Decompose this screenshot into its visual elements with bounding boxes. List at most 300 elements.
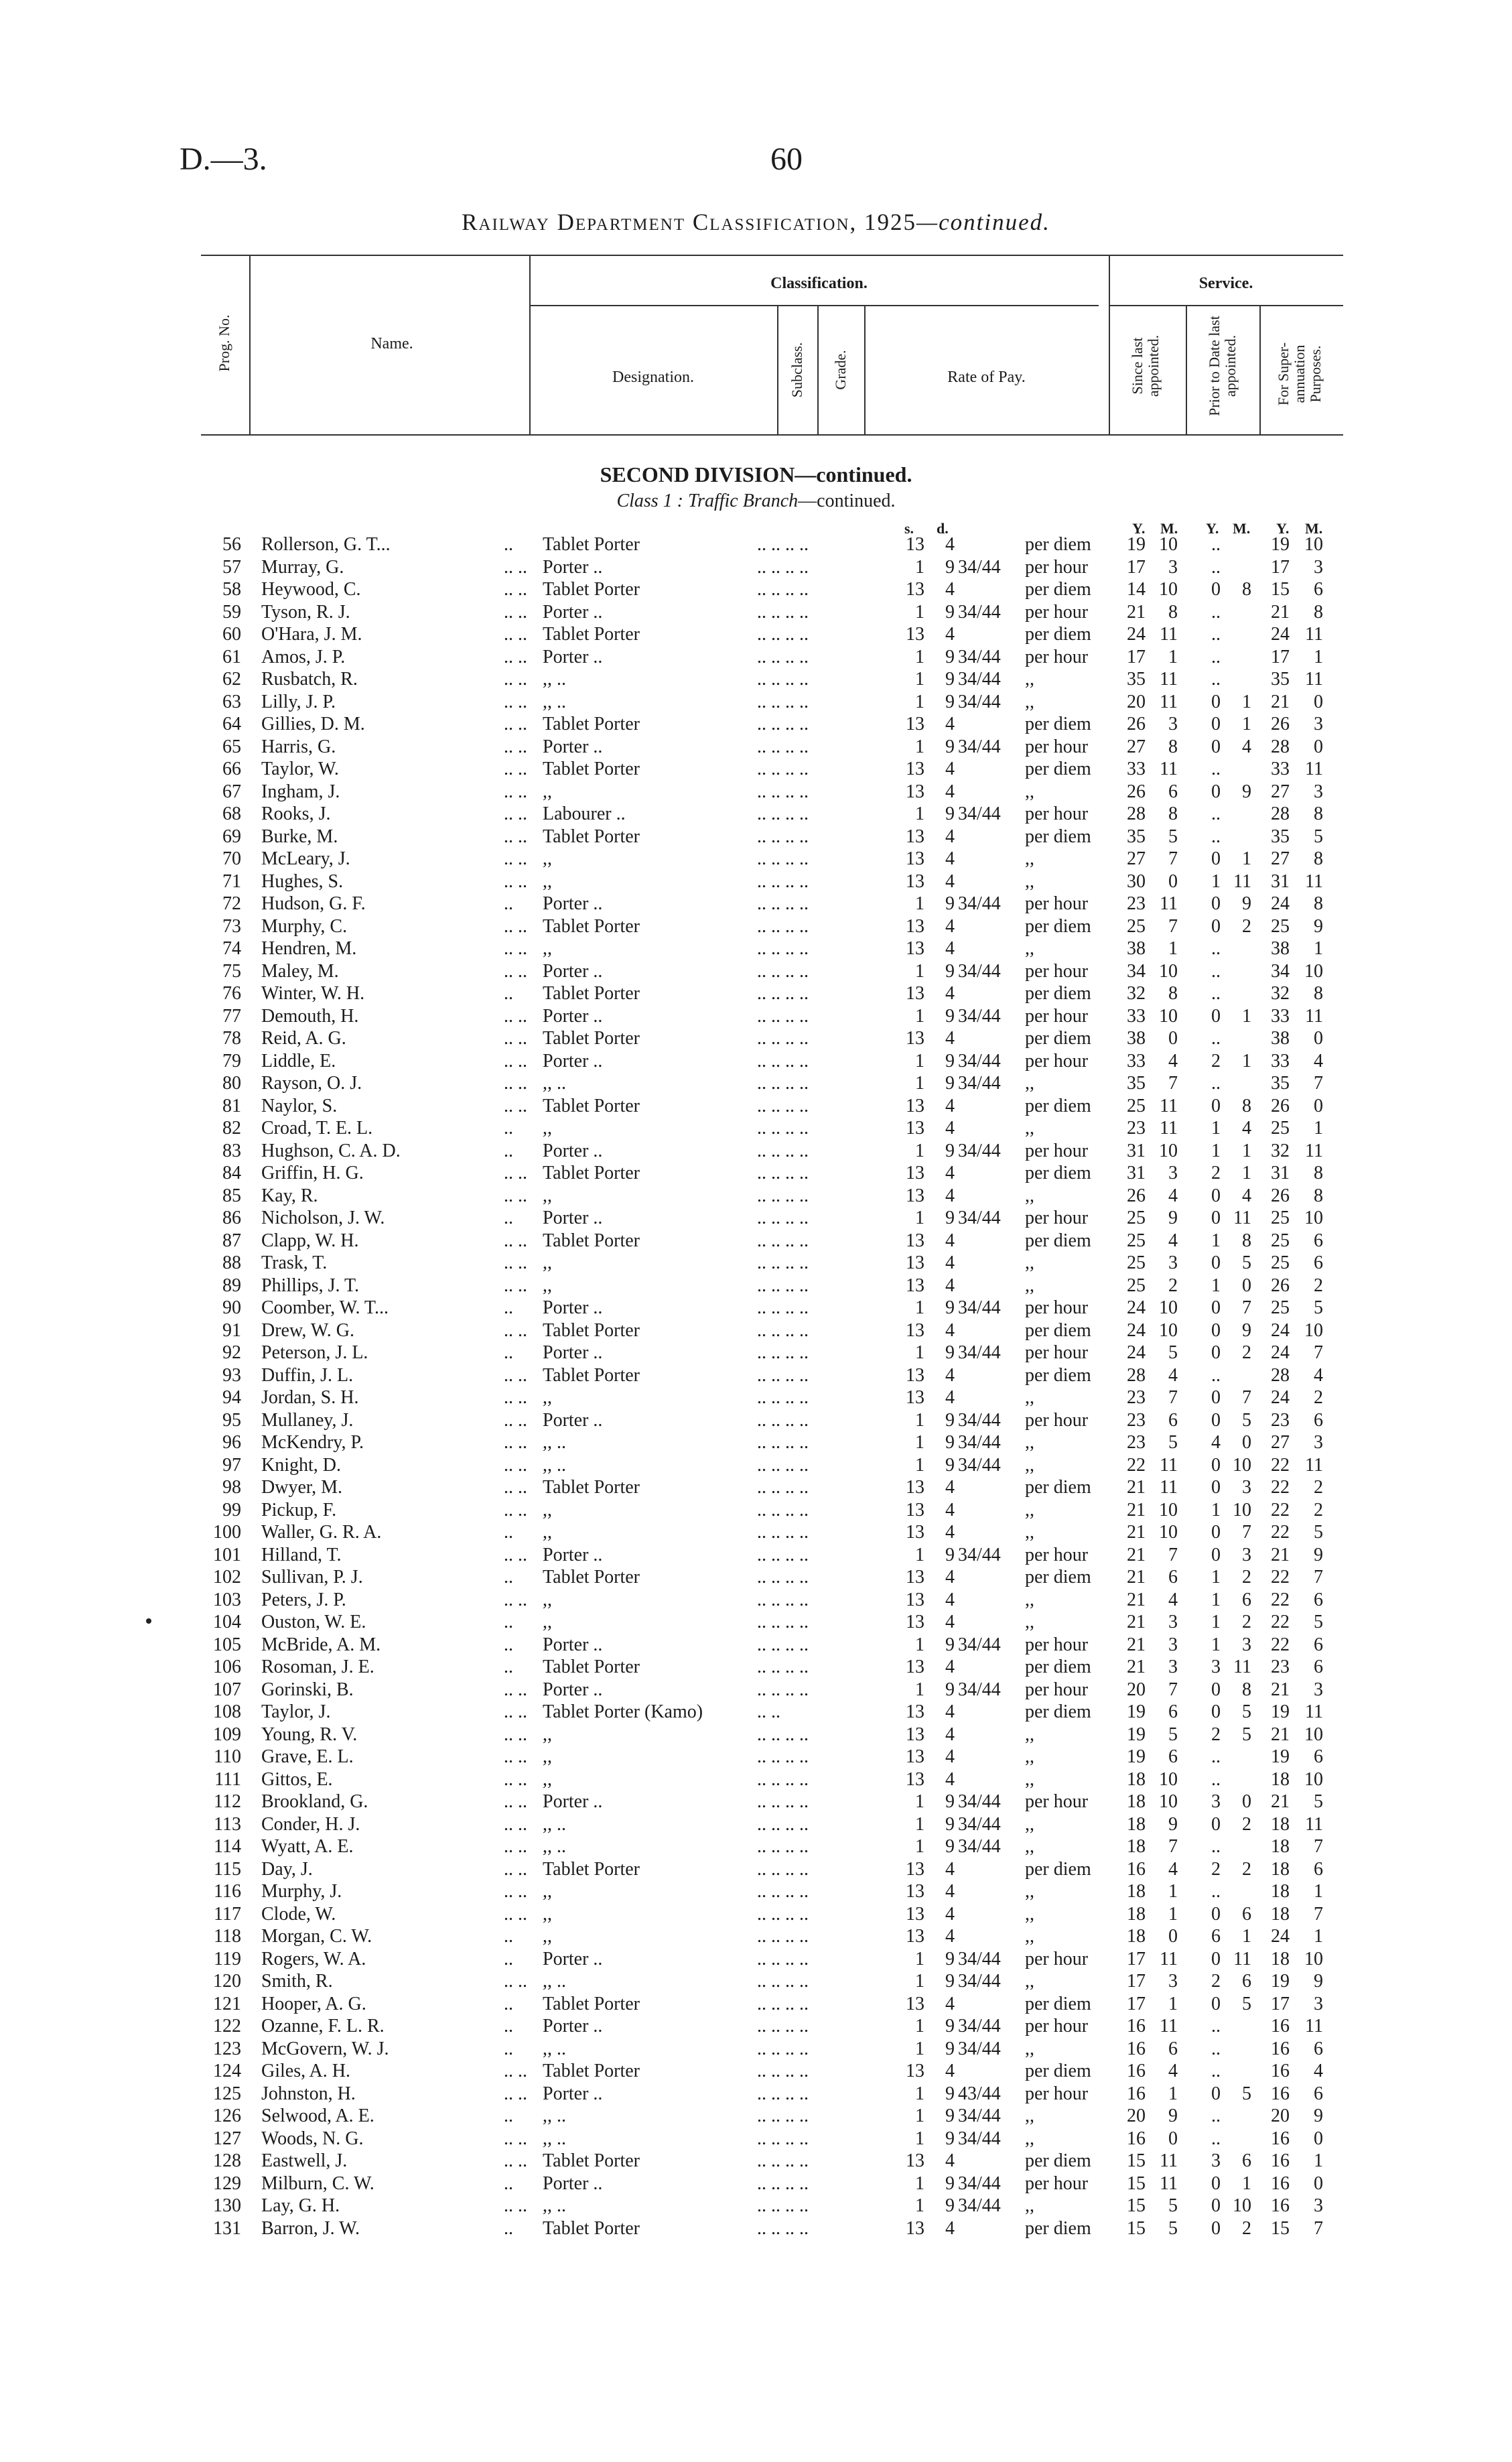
prior-months: 1 (1242, 1005, 1251, 1027)
designation: ,, (543, 1746, 552, 1767)
since-years: 27 (1127, 848, 1146, 869)
leader-dots: .. .. .. .. (757, 1005, 809, 1027)
super-years: 24 (1271, 893, 1290, 914)
leader-dots: .. .. (504, 1971, 527, 1992)
table-row (0, 1050, 1512, 1073)
pay-period: ,, (1025, 1185, 1034, 1206)
super-years: 33 (1271, 1005, 1290, 1027)
prog-number: 115 (214, 1858, 241, 1880)
since-months: 6 (1168, 1409, 1178, 1431)
prior-months: 4 (1242, 736, 1251, 757)
pay-fraction: 34/44 (958, 1971, 1001, 1992)
pay-shillings: 1 (915, 556, 924, 578)
pay-period: per hour (1025, 646, 1089, 667)
designation: Tablet Porter (543, 624, 640, 645)
staff-name: Morgan, C. W. (261, 1926, 372, 1947)
prior-months: 7 (1242, 1387, 1251, 1408)
pay-pence: 9 (945, 1813, 955, 1835)
super-months: 6 (1314, 1634, 1323, 1655)
designation: Porter .. (543, 2083, 603, 2104)
staff-name: Knight, D. (261, 1454, 341, 1476)
designation: ,, .. (543, 1813, 566, 1835)
since-years: 16 (1127, 1858, 1146, 1880)
super-years: 24 (1271, 1342, 1290, 1363)
pay-shillings: 1 (915, 1836, 924, 1857)
leader-dots: .. .. (504, 1544, 527, 1565)
page-title (0, 209, 1512, 236)
pay-period: ,, (1025, 1073, 1034, 1094)
super-years: 22 (1271, 1454, 1290, 1476)
prior-years: .. (1211, 2038, 1221, 2059)
super-months: 7 (1314, 1836, 1323, 1857)
pay-shillings: 13 (906, 624, 924, 645)
leader-dots: .. .. (504, 1858, 527, 1880)
pay-fraction: 34/44 (958, 2038, 1001, 2059)
leader-dots: .. (504, 1657, 513, 1677)
pay-period: per hour (1025, 1679, 1089, 1700)
pay-fraction: 34/44 (958, 646, 1001, 667)
super-years: 20 (1271, 2105, 1290, 2126)
since-months: 3 (1168, 714, 1178, 734)
pay-pence: 4 (945, 781, 955, 802)
prog-number: 63 (222, 691, 241, 712)
branch-suffix: —continued. (798, 491, 896, 511)
pay-shillings: 1 (915, 1948, 924, 1969)
pay-period: per diem (1025, 983, 1091, 1004)
table-row (0, 1724, 1512, 1746)
leader-dots: .. .. .. .. (757, 691, 809, 712)
since-months: 4 (1168, 1230, 1178, 1251)
super-years: 25 (1271, 1252, 1290, 1273)
leader-dots: .. .. (504, 556, 527, 578)
leader-dots: .. .. .. .. (757, 1522, 809, 1543)
prior-months: 8 (1242, 1230, 1251, 1251)
super-years: 38 (1271, 1028, 1290, 1049)
table-row (0, 2038, 1512, 2061)
super-years: 18 (1271, 1903, 1290, 1925)
pay-pence: 4 (945, 1724, 955, 1745)
since-months: 6 (1168, 1746, 1178, 1767)
pay-pence: 4 (945, 579, 955, 600)
table-row (0, 1140, 1512, 1163)
prog-number: 116 (214, 1881, 241, 1902)
prior-years: 2 (1211, 1858, 1221, 1880)
pay-period: per hour (1025, 556, 1089, 578)
super-years: 16 (1271, 2195, 1290, 2216)
prog-number: 80 (222, 1073, 241, 1094)
prior-years: 1 (1211, 1118, 1221, 1139)
leader-dots: .. .. (504, 736, 527, 757)
leader-dots: .. .. .. .. (757, 1252, 809, 1273)
super-years: 17 (1271, 646, 1290, 667)
table-row (0, 1589, 1512, 1612)
designation: ,, .. (543, 2128, 566, 2149)
table-row (0, 2150, 1512, 2173)
prior-years: .. (1211, 759, 1221, 779)
prior-years: 2 (1211, 1050, 1221, 1072)
since-months: 5 (1168, 1724, 1178, 1745)
pay-period: per hour (1025, 1050, 1089, 1072)
leader-dots: .. .. .. .. (757, 1095, 809, 1116)
pay-shillings: 1 (915, 1342, 924, 1363)
table-row (0, 1476, 1512, 1499)
prior-years: .. (1211, 1746, 1221, 1767)
designation: Porter .. (543, 2173, 603, 2194)
designation: Tablet Porter (543, 1993, 640, 2014)
since-months: 1 (1168, 938, 1178, 959)
pay-fraction: 43/44 (958, 2083, 1001, 2104)
prior-years: 0 (1211, 1903, 1221, 1925)
pay-period: ,, (1025, 1926, 1034, 1947)
table-row (0, 937, 1512, 960)
leader-dots: .. (504, 983, 513, 1004)
prog-number: 58 (222, 579, 241, 600)
header-prior-to: Prior to Date last appointed. (1206, 316, 1239, 416)
designation: ,, .. (543, 1836, 566, 1857)
pay-period: per diem (1025, 1657, 1091, 1677)
designation: Tablet Porter (543, 1364, 640, 1386)
staff-name: Murphy, C. (261, 915, 348, 937)
prior-months: 9 (1242, 781, 1251, 802)
table-row (0, 736, 1512, 759)
pay-shillings: 13 (906, 1612, 924, 1632)
pay-pence: 4 (945, 1163, 955, 1183)
super-years: 22 (1271, 1589, 1290, 1610)
table-row (0, 915, 1512, 938)
since-months: 6 (1168, 1701, 1178, 1722)
prior-years: 3 (1211, 2150, 1221, 2171)
prog-number: 107 (213, 1679, 241, 1700)
header-name: Name. (370, 335, 413, 352)
pay-pence: 4 (945, 1185, 955, 1206)
prog-number: 96 (222, 1432, 241, 1453)
super-months: 10 (1304, 1724, 1323, 1745)
prior-years: 1 (1211, 1612, 1221, 1632)
divider-subclass (817, 305, 819, 434)
prior-months: 7 (1242, 1522, 1251, 1543)
pay-period: ,, (1025, 1499, 1034, 1520)
prog-number: 79 (222, 1050, 241, 1072)
leader-dots: .. .. .. .. (757, 601, 809, 623)
leader-dots: .. .. .. .. (757, 2105, 809, 2126)
super-months: 1 (1314, 646, 1323, 667)
pay-period: per hour (1025, 2083, 1089, 2104)
prior-years: 0 (1211, 1095, 1221, 1116)
since-months: 4 (1168, 1364, 1178, 1386)
since-months: 0 (1168, 1028, 1178, 1049)
super-years: 16 (1271, 2150, 1290, 2171)
table-row (0, 1970, 1512, 1993)
table-row (0, 803, 1512, 826)
since-years: 19 (1127, 1746, 1146, 1767)
since-years: 19 (1127, 534, 1146, 555)
since-years: 33 (1127, 1005, 1146, 1027)
pay-pence: 4 (945, 1499, 955, 1520)
pay-period: ,, (1025, 1768, 1034, 1790)
pay-period: per hour (1025, 2016, 1089, 2036)
super-months: 0 (1314, 691, 1323, 712)
pay-pence: 9 (945, 1409, 955, 1431)
table-row (0, 982, 1512, 1005)
table-row (0, 1880, 1512, 1903)
super-months: 11 (1305, 1701, 1323, 1722)
designation: ,, (543, 1724, 552, 1745)
pay-period: ,, (1025, 1836, 1034, 1857)
prior-months: 0 (1242, 1432, 1251, 1453)
since-months: 10 (1159, 1297, 1178, 1318)
since-years: 21 (1127, 1657, 1146, 1677)
leader-dots: .. .. (504, 848, 527, 869)
class-heading (0, 491, 1512, 512)
table-row (0, 1364, 1512, 1387)
super-years: 16 (1271, 2173, 1290, 2194)
pay-shillings: 1 (915, 2016, 924, 2036)
staff-name: Trask, T. (261, 1252, 328, 1273)
prior-months: 5 (1242, 2083, 1251, 2104)
pay-fraction: 34/44 (958, 556, 1001, 578)
pay-period: per diem (1025, 1567, 1091, 1588)
super-years: 18 (1271, 1836, 1290, 1857)
pay-fraction: 34/44 (958, 1454, 1001, 1476)
designation: ,, (543, 1252, 552, 1273)
leader-dots: .. .. .. .. (757, 646, 809, 667)
leader-dots: .. (504, 2217, 513, 2239)
table-row (0, 1342, 1512, 1364)
leader-dots: .. .. (504, 938, 527, 959)
designation: ,, (543, 1275, 552, 1296)
since-years: 23 (1127, 893, 1146, 914)
header-superannuation: For Super-annuation Purposes. (1275, 342, 1324, 406)
since-months: 0 (1168, 1926, 1178, 1947)
pay-shillings: 13 (906, 1746, 924, 1767)
pay-fraction: 34/44 (958, 1634, 1001, 1655)
prog-number: 113 (214, 1813, 241, 1835)
super-years: 24 (1271, 1926, 1290, 1947)
pay-period: per hour (1025, 1634, 1089, 1655)
staff-name: Duffin, J. L. (261, 1364, 354, 1386)
designation: Tablet Porter (543, 1567, 640, 1588)
table-row (0, 1566, 1512, 1589)
pay-fraction: 34/44 (958, 803, 1001, 824)
leader-dots: .. .. (504, 1499, 527, 1520)
designation: Tablet Porter (543, 1858, 640, 1880)
super-years: 16 (1271, 2128, 1290, 2149)
leader-dots: .. .. .. .. (757, 2061, 809, 2081)
prog-number: 56 (222, 534, 241, 555)
since-years: 32 (1127, 983, 1146, 1004)
pay-shillings: 13 (906, 1163, 924, 1183)
table-row (0, 1768, 1512, 1791)
pay-shillings: 1 (915, 1073, 924, 1094)
designation: Porter .. (543, 2016, 603, 2036)
pay-period: per hour (1025, 601, 1089, 623)
prior-years: .. (1211, 1836, 1221, 1857)
designation: Porter .. (543, 1342, 603, 1363)
pay-period: per hour (1025, 1140, 1089, 1161)
table-row (0, 1903, 1512, 1926)
staff-name: Peterson, J. L. (261, 1342, 368, 1363)
pay-pence: 4 (945, 1387, 955, 1408)
prior-years: 0 (1211, 579, 1221, 600)
prior-years: .. (1211, 556, 1221, 578)
leader-dots: .. .. (504, 1073, 527, 1094)
prior-years: 0 (1211, 2217, 1221, 2239)
prog-number: 122 (213, 2016, 241, 2036)
prior-years: 0 (1211, 1319, 1221, 1341)
pay-fraction: 34/44 (958, 1679, 1001, 1700)
since-years: 20 (1127, 1679, 1146, 1700)
staff-name: Rayson, O. J. (261, 1073, 362, 1094)
prog-number: 130 (213, 2195, 241, 2216)
prior-months: 1 (1242, 1163, 1251, 1183)
pay-pence: 9 (945, 736, 955, 757)
leader-dots: .. .. .. .. (757, 556, 809, 578)
leader-dots: .. (504, 1140, 513, 1161)
since-months: 11 (1160, 691, 1178, 712)
pay-shillings: 13 (906, 1567, 924, 1588)
since-years: 21 (1127, 1544, 1146, 1565)
prior-years: 2 (1211, 1971, 1221, 1992)
table-row (0, 893, 1512, 915)
leader-dots: .. .. .. .. (757, 1163, 809, 1183)
pay-shillings: 13 (906, 1095, 924, 1116)
designation: Porter .. (543, 1297, 603, 1318)
pay-pence: 9 (945, 2105, 955, 2126)
table-row (0, 623, 1512, 646)
prog-number: 84 (222, 1163, 241, 1183)
prior-years: .. (1211, 2105, 1221, 2126)
prior-months: 6 (1242, 1589, 1251, 1610)
table-row (0, 2217, 1512, 2240)
table-row (0, 1386, 1512, 1409)
staff-name: Clapp, W. H. (261, 1230, 359, 1251)
super-years: 21 (1271, 1791, 1290, 1812)
leader-dots: .. (504, 2038, 513, 2059)
super-years: 27 (1271, 848, 1290, 869)
pay-pence: 9 (945, 2128, 955, 2149)
since-years: 18 (1127, 1836, 1146, 1857)
leader-dots: .. .. (504, 960, 527, 982)
leader-dots: .. (504, 1948, 513, 1969)
pay-pence: 4 (945, 1477, 955, 1498)
leader-dots: .. (504, 1342, 513, 1363)
pay-pence: 9 (945, 1140, 955, 1161)
since-months: 4 (1168, 1185, 1178, 1206)
super-years: 33 (1271, 759, 1290, 779)
pay-period: ,, (1025, 669, 1034, 690)
leader-dots: .. .. (504, 1768, 527, 1790)
pay-pence: 9 (945, 1948, 955, 1969)
pay-fraction: 34/44 (958, 669, 1001, 690)
table-row (0, 2173, 1512, 2195)
leader-dots: .. .. .. .. (757, 1342, 809, 1363)
leader-dots: .. .. (504, 759, 527, 779)
table-row (0, 1611, 1512, 1634)
super-years: 17 (1271, 556, 1290, 578)
super-months: 8 (1314, 848, 1323, 869)
pay-shillings: 13 (906, 1364, 924, 1386)
pay-pence: 9 (945, 2173, 955, 2194)
pay-period: per hour (1025, 1208, 1089, 1228)
prog-number: 106 (213, 1657, 241, 1677)
pay-period: per hour (1025, 1005, 1089, 1027)
super-months: 3 (1314, 556, 1323, 578)
since-years: 35 (1127, 669, 1146, 690)
staff-name: Conder, H. J. (261, 1813, 360, 1835)
since-months: 6 (1168, 1567, 1178, 1588)
prior-years: 0 (1211, 893, 1221, 914)
pay-shillings: 13 (906, 759, 924, 779)
leader-dots: .. .. .. .. (757, 1971, 809, 1992)
pay-pence: 4 (945, 1275, 955, 1296)
pay-fraction: 34/44 (958, 1342, 1001, 1363)
staff-name: Hudson, G. F. (261, 893, 366, 914)
super-years: 32 (1271, 983, 1290, 1004)
pay-shillings: 1 (915, 893, 924, 914)
prog-number: 103 (213, 1589, 241, 1610)
since-years: 35 (1127, 826, 1146, 847)
pay-shillings: 13 (906, 2150, 924, 2171)
prog-number: 85 (222, 1185, 241, 1206)
prior-years: .. (1211, 1768, 1221, 1790)
super-months: 1 (1314, 938, 1323, 959)
pay-shillings: 13 (906, 1724, 924, 1745)
table-row (0, 1162, 1512, 1185)
staff-name: Gittos, E. (261, 1768, 333, 1790)
since-years: 16 (1127, 2083, 1146, 2104)
leader-dots: .. .. .. .. (757, 1567, 809, 1588)
since-years: 23 (1127, 1432, 1146, 1453)
since-years: 25 (1127, 915, 1146, 937)
super-years: 26 (1271, 714, 1290, 734)
pay-shillings: 13 (906, 848, 924, 869)
leader-dots: .. .. (504, 1746, 527, 1767)
leader-dots: .. .. .. .. (757, 1230, 809, 1251)
page-number: 60 (770, 141, 803, 177)
table-row (0, 1230, 1512, 1252)
super-months: 6 (1314, 2038, 1323, 2059)
staff-name: Nicholson, J. W. (261, 1208, 385, 1228)
designation: ,, (543, 1768, 552, 1790)
since-years: 26 (1127, 781, 1146, 802)
table-row (0, 1679, 1512, 1701)
leader-dots: .. .. (504, 2195, 527, 2216)
staff-name: Tyson, R. J. (261, 601, 350, 623)
pay-shillings: 1 (915, 646, 924, 667)
super-years: 34 (1271, 960, 1290, 982)
pay-pence: 9 (945, 1342, 955, 1363)
table-row (0, 1005, 1512, 1028)
super-months: 9 (1314, 1544, 1323, 1565)
since-months: 3 (1168, 1612, 1178, 1632)
prior-months: 1 (1242, 1140, 1251, 1161)
leader-dots: .. .. .. .. (757, 983, 809, 1004)
prior-months: 2 (1242, 915, 1251, 937)
super-months: 11 (1305, 669, 1323, 690)
since-years: 23 (1127, 1118, 1146, 1139)
table-row (0, 758, 1512, 781)
prog-number: 120 (213, 1971, 241, 1992)
super-months: 3 (1314, 714, 1323, 734)
prog-number: 74 (222, 938, 241, 959)
leader-dots: .. .. (504, 1364, 527, 1386)
super-months: 6 (1314, 1230, 1323, 1251)
super-years: 16 (1271, 2016, 1290, 2036)
table-row (0, 1117, 1512, 1140)
prior-years: 0 (1211, 691, 1221, 712)
since-months: 8 (1168, 601, 1178, 623)
prior-years: 0 (1211, 1454, 1221, 1476)
